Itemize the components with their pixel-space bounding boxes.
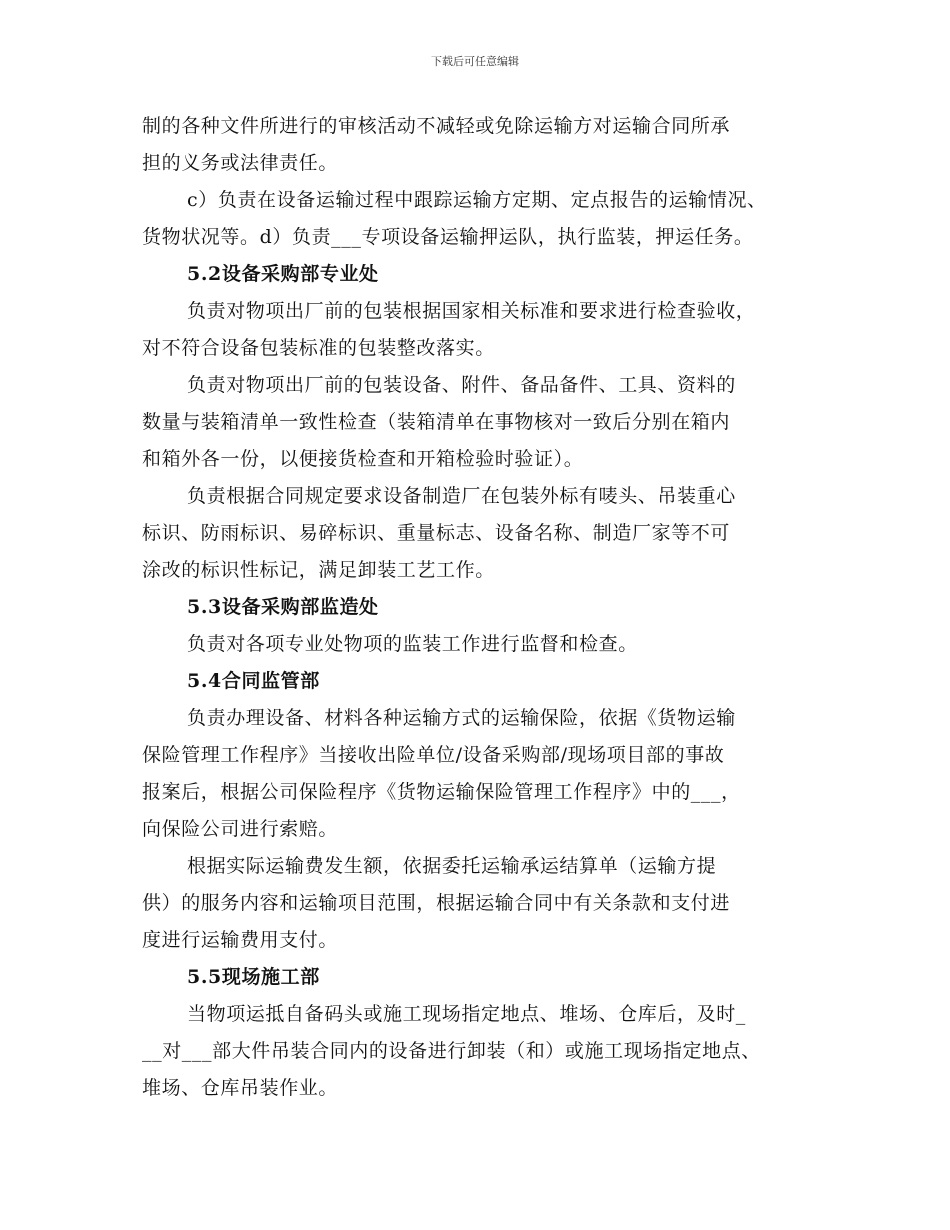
text-line: 供）的服务内容和运输项目范围，根据运输合同中有关条款和支付进 (142, 892, 731, 914)
text-line: 负责对物项出厂前的包装根据国家相关标准和要求进行检查验收， (187, 300, 756, 322)
text-line: 涂改的标识性标记，满足卸装工艺工作。 (142, 559, 495, 581)
text-line: 当物项运抵自备码头或施工现场指定地点、堆场、仓库后，及时_ (187, 1003, 746, 1025)
text-line: 标识、防雨标识、易碎标识、重量标志、设备名称、制造厂家等不可 (142, 522, 731, 544)
document-body (142, 108, 810, 1107)
text-line: 负责办理设备、材料各种运输方式的运输保险，依据《货物运输 (187, 707, 736, 729)
text-line: 保险管理工作程序》当接收出险单位/设备采购部/现场项目部的事故 (142, 744, 725, 766)
text-line: 度进行运输费用支付。 (142, 929, 339, 951)
text-line: 货物状况等。d）负责___专项设备运输押运队，执行监装，押运任务。 (142, 226, 754, 248)
text-line: 向保险公司进行索赔。 (142, 818, 339, 840)
text-line: __对___部大件吊装合同内的设备进行卸装（和）或施工现场指定地点、 (142, 1040, 761, 1062)
text-line: 和箱外各一份，以便接货检查和开箱检验时验证）。 (142, 448, 584, 470)
text-line: c）负责在设备运输过程中跟踪运输方定期、定点报告的运输情况、 (187, 189, 767, 211)
text-line: 担的义务或法律责任。 (142, 152, 339, 174)
text-line: 负责对各项专业处物项的监装工作进行监督和检查。 (187, 633, 638, 655)
text-line: 负责根据合同规定要求设备制造厂在包装外标有唛头、吊装重心 (187, 485, 736, 507)
section-heading: 5.3设备采购部监造处 (187, 596, 379, 618)
section-heading: 5.5现场施工部 (187, 966, 320, 988)
text-line: 数量与装箱清单一致性检查（装箱清单在事物核对一致后分别在箱内 (142, 411, 731, 433)
text-line: 根据实际运输费发生额，依据委托运输承运结算单（运输方提 (187, 855, 717, 877)
text-line: 堆场、仓库吊装作业。 (142, 1077, 339, 1099)
text-line: 制的各种文件所进行的审核活动不减轻或免除运输方对运输合同所承 (142, 115, 731, 137)
text-line: 对不符合设备包装标准的包装整改落实。 (142, 337, 495, 359)
section-heading: 5.2设备采购部专业处 (187, 263, 379, 285)
section-heading: 5.4合同监管部 (187, 670, 320, 692)
page-header: 下载后可任意编辑 (431, 55, 519, 68)
text-line: 报案后，根据公司保险程序《货物运输保险管理工作程序》中的___， (142, 781, 741, 803)
text-line: 负责对物项出厂前的包装设备、附件、备品备件、工具、资料的 (187, 374, 736, 396)
